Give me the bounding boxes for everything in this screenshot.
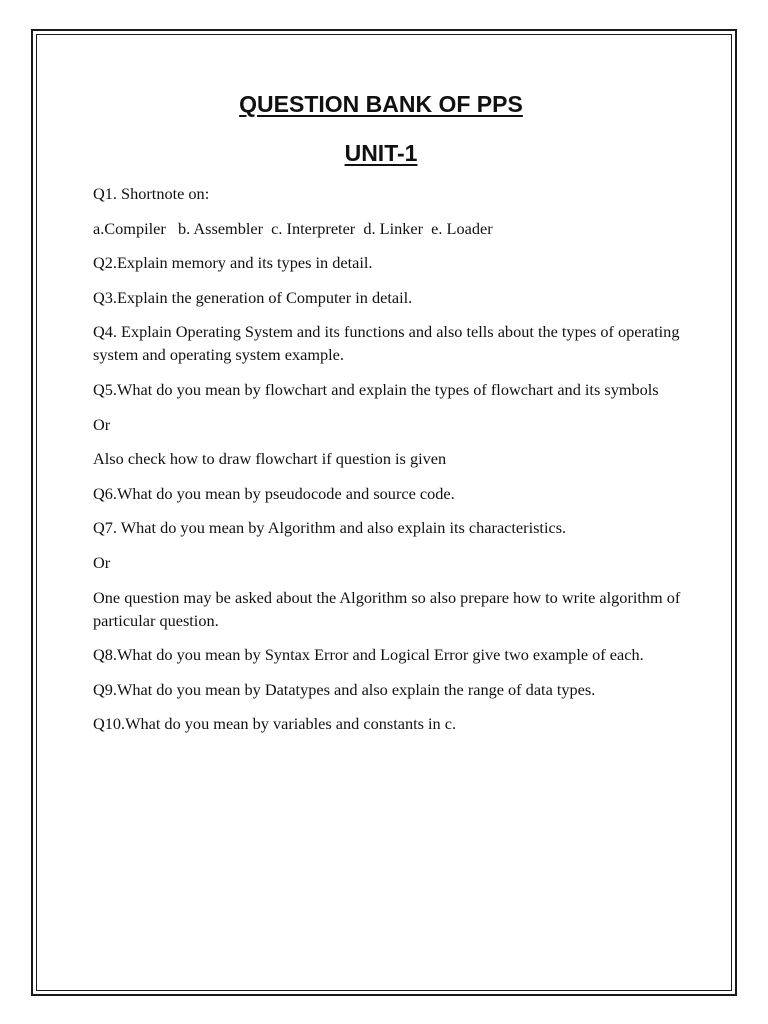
question-line: Q6.What do you mean by pseudocode and source code. (93, 483, 455, 503)
question-line: Q4. Explain Operating System and its functions and also tells about the types of operating system and operating system example. (93, 322, 684, 365)
document-title: QUESTION BANK OF PPS (239, 91, 523, 117)
question-line: Q5.What do you mean by flowchart and explain the types of flowchart and its symbols (93, 379, 659, 399)
question-line: Q2.Explain memory and its types in detail. (93, 253, 373, 273)
question-line: Q9.What do you mean by Datatypes and also explain the range of data types. (93, 679, 596, 699)
note-line: Also check how to draw flowchart if question is given (93, 449, 447, 469)
question-line: Q3.Explain the generation of Computer in detail. (93, 287, 413, 307)
question-line: Q1. Shortnote on: (93, 184, 210, 203)
or-line: Or (93, 552, 111, 572)
unit-heading: UNIT-1 (344, 140, 418, 166)
or-line: Or (93, 414, 111, 434)
question-line: Q10.What do you mean by variables and constants in c. (93, 714, 457, 734)
question-line: a.Compiler b. Assembler c. Interpreter d. Linker e. Loader (93, 218, 493, 238)
note-line: One question may be asked about the Algorithm so also prepare how to write algorithm of particular question. (93, 587, 685, 630)
question-line: Q8.What do you mean by Syntax Error and Logical Error give two example of each. (93, 645, 644, 665)
document-content (93, 86, 693, 747)
question-line: Q7. What do you mean by Algorithm and also explain its characteristics. (93, 518, 567, 538)
